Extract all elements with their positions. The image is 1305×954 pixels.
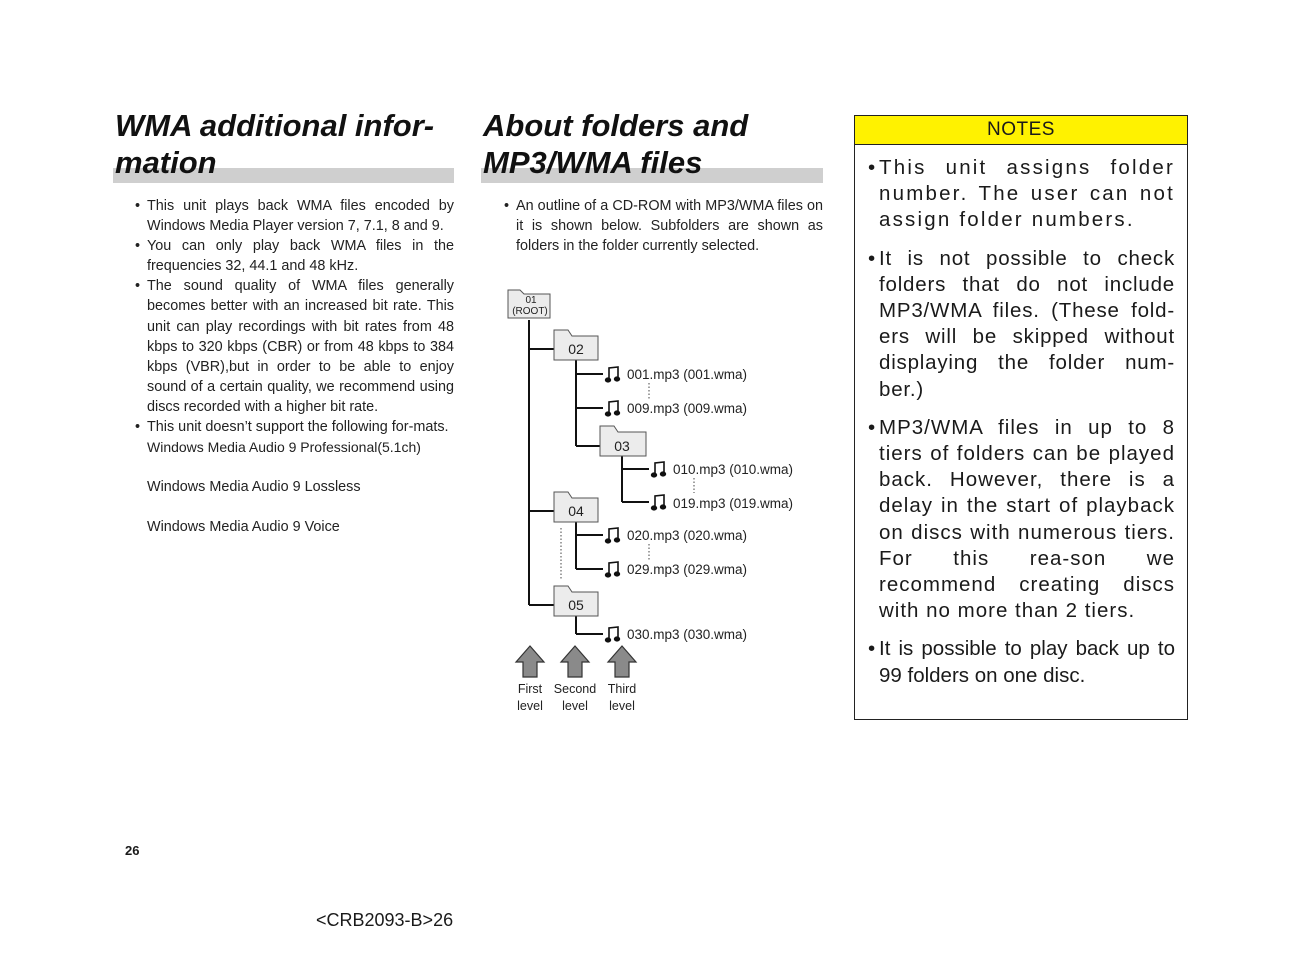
note-item: • This unit assigns folder number. The user can not assign folder numbers. <box>868 155 1175 234</box>
file-label: 029.mp3 (029.wma) <box>627 562 748 577</box>
file-label: 010.mp3 (010.wma) <box>673 462 794 477</box>
notes-header: NOTES <box>855 116 1187 145</box>
file-label: 019.mp3 (019.wma) <box>673 496 794 511</box>
up-arrow-icon <box>516 646 544 677</box>
folders-heading-line2: MP3/WMA files <box>483 145 703 180</box>
music-note-icon <box>606 367 620 382</box>
folders-heading <box>483 107 748 181</box>
level-label: Second <box>553 682 597 696</box>
note-item: • It is not possible to check folders that do not include MP3/WMA files. (These fold-ers will be skipped without displaying the folder num-ber.) <box>868 246 1175 403</box>
wma-bullet: • The sound quality of WMA files generally becomes better with an increased bit rate. This unit can play recordings with bit rates from 48 kbps to 320 kbps (CBR) or from 48 kbps to 384 kbps (VBR),but in order to be able to enjoy sound of a certain quality, we recommend using discs recorded with a higher bit rate. <box>135 276 454 417</box>
note-item: • It is possible to play back up to 99 folders on one disc. <box>868 636 1175 688</box>
folders-bullet: • An outline of a CD-ROM with MP3/WMA files on it is shown below. Subfolders are shown as folders in the folder currently selected. <box>504 196 823 256</box>
music-note-icon <box>652 462 666 477</box>
folder-label: 03 <box>614 438 630 454</box>
document-code: <CRB2093-B>26 <box>316 910 454 930</box>
folder-tree-diagram <box>500 280 820 720</box>
wma-bullet: • This unit plays back WMA files encoded by Windows Media Player version 7, 7.1, 8 and 9. <box>135 196 454 236</box>
unsupported-format: Windows Media Audio 9 Lossless <box>147 479 361 496</box>
wma-heading <box>115 107 434 181</box>
wma-heading-line1: WMA additional infor- <box>115 108 435 143</box>
file-label: 030.mp3 (030.wma) <box>627 627 748 642</box>
root-folder-label: (ROOT) <box>512 306 548 317</box>
level-label: level <box>517 699 543 713</box>
music-note-icon <box>606 627 620 642</box>
folder-label: 05 <box>568 597 584 613</box>
level-label: level <box>609 699 635 713</box>
level-label: First <box>517 682 543 696</box>
unsupported-format: Windows Media Audio 9 Voice <box>147 519 340 536</box>
folders-bullet-list <box>504 196 823 256</box>
level-label: Third <box>607 682 637 696</box>
wma-bullet-list <box>135 196 454 537</box>
file-label: 009.mp3 (009.wma) <box>627 401 748 416</box>
root-folder-number: 01 <box>525 295 537 306</box>
folder-label: 04 <box>568 503 584 519</box>
wma-heading-line2: mation <box>115 145 217 180</box>
file-label: 001.mp3 (001.wma) <box>627 367 748 382</box>
file-label: 020.mp3 (020.wma) <box>627 528 748 543</box>
music-note-icon <box>606 562 620 577</box>
page-number: 26 <box>125 843 140 858</box>
folder-label: 02 <box>568 341 584 357</box>
wma-bullet: • This unit doesn’t support the following for-mats. <box>135 417 454 437</box>
unsupported-format: Windows Media Audio 9 Professional(5.1ch) <box>147 439 421 456</box>
level-label: level <box>562 699 588 713</box>
wma-bullet: • You can only play back WMA files in the frequencies 32, 44.1 and 48 kHz. <box>135 236 454 276</box>
folders-heading-line1: About folders and <box>483 108 749 143</box>
notes-list <box>855 145 1187 689</box>
music-note-icon <box>606 401 620 416</box>
note-item: • MP3/WMA files in up to 8 tiers of folders can be played back. However, there is a delay in the start of playback on discs with numerous tiers. For this rea-son we recommend creating discs with no more than 2 tiers. <box>868 415 1175 625</box>
notes-box <box>854 115 1188 720</box>
unsupported-format-list <box>135 437 454 537</box>
music-note-icon <box>652 495 666 510</box>
up-arrow-icon <box>561 646 589 677</box>
up-arrow-icon <box>608 646 636 677</box>
music-note-icon <box>606 528 620 543</box>
